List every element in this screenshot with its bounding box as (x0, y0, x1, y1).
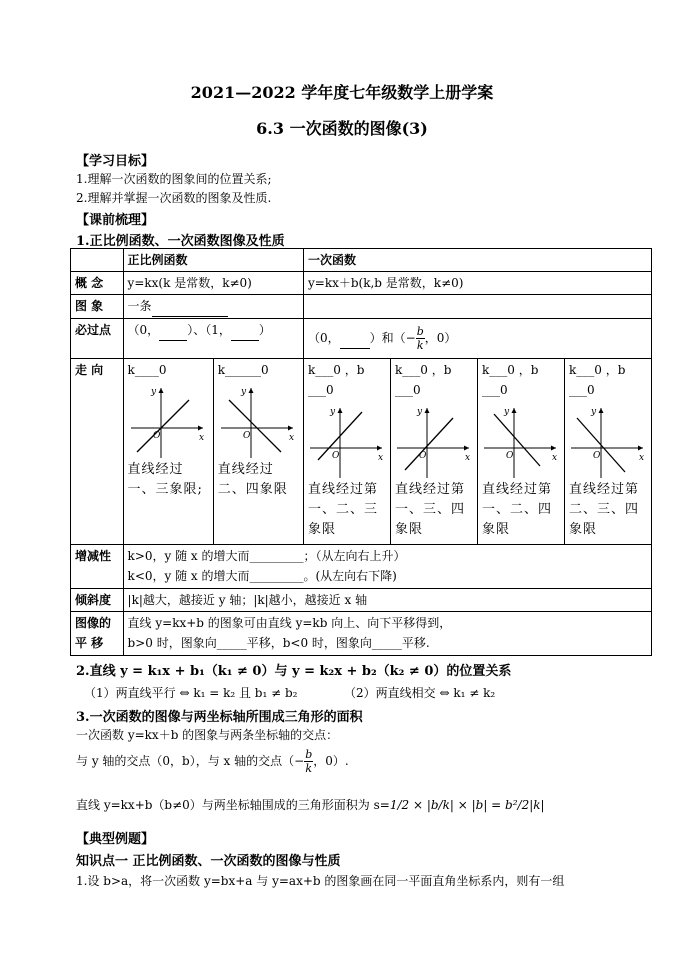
area-formula: 1/2 × |b/k| × |b| = b²/2|k| (389, 798, 545, 812)
direction-condition: k______0 (217, 363, 269, 377)
direction-condition: k___0 ，b ___0 (481, 363, 539, 397)
area-formula-line: 直线 y=kx+b（b≠0）与两坐标轴围成的三角形面积为 s=1/2 × |b/k| × |b| = b²/2|k| (76, 798, 545, 812)
point-text: ，0） (424, 331, 457, 345)
question-1: 1.设 b>a，将一次函数 y=bx+a 与 y=ax+b 的图象画在同一平面直角坐标系内，则有一组 (76, 874, 565, 888)
x-axis-label: x (638, 453, 645, 463)
x-axis-label: x (551, 453, 558, 463)
quadrant-description: 直线经过二、四象限 (217, 462, 288, 497)
translation-line: 直线 y=kx+b 的图象可由直线 y=kb 向上、向下平移得到， (127, 616, 452, 630)
monotonicity-line: k<0，y 随 x 的增大而_________。(从左向右下降) (127, 569, 397, 583)
fraction-b-over-k: $\frac{b}{k}$ (305, 748, 313, 775)
fraction-b-over-k: $\frac{b}{k}$ (416, 325, 424, 352)
graph-4 (395, 404, 473, 480)
graph-2 (218, 384, 299, 460)
point-text: ）、（1， (187, 323, 231, 337)
x-axis-label: x (377, 453, 384, 463)
direction-cell-1 (123, 359, 213, 545)
properties-table (70, 248, 652, 656)
direction-cell-4 (390, 359, 477, 545)
origin-label: O (331, 451, 340, 461)
origin-label: O (505, 451, 514, 461)
point-text: ） (258, 323, 271, 337)
graph-6 (569, 404, 647, 480)
goal-item: 1.理解一次函数的图象间的位置关系; (76, 172, 272, 186)
point-text: （0， (127, 323, 160, 337)
x-axis-label: x (289, 433, 295, 443)
coordinate-graph (482, 404, 560, 480)
direction-condition: k___0 ，b ___0 (307, 363, 365, 397)
direction-row (71, 359, 652, 545)
concept-linear: y=kx＋b(k,b 是常数，k≠0) (303, 272, 651, 295)
monotonicity-line: k>0，y 随 x 的增大而_________；（从左向右上升） (127, 549, 406, 563)
y-axis-arrow (598, 408, 603, 413)
header-proportional: 正比例函数 (123, 249, 303, 272)
graph-3 (308, 404, 386, 480)
y-axis-arrow (424, 408, 429, 413)
y-axis-arrow (337, 408, 342, 413)
y-axis-arrow (159, 388, 164, 393)
y-axis-arrow (511, 408, 516, 413)
y-axis-label: y (590, 407, 597, 417)
origin-label: O (592, 451, 601, 461)
monotonicity-cell (123, 545, 651, 589)
function-line (494, 414, 540, 466)
direction-cell-6 (564, 359, 651, 545)
origin-label: O (243, 431, 251, 441)
direction-cell-2 (213, 359, 303, 545)
direction-cell-3 (303, 359, 390, 545)
goal-item: 2.理解并掌握一次函数的图象及性质. (76, 191, 272, 205)
quadrant-description: 直线经过第一、二、四象限 (481, 482, 552, 537)
goals-heading: 【学习目标】 (76, 154, 155, 169)
y-axis-arrow (249, 388, 254, 393)
examples-heading: 【典型例题】 (76, 832, 155, 847)
section-3-heading: 3.一次函数的图像与两坐标轴所围成三角形的面积 (76, 710, 363, 725)
review-heading: 【课前梳理】 (76, 213, 155, 228)
header-empty (71, 249, 124, 272)
coordinate-graph (308, 404, 386, 480)
quadrant-description: 直线经过第二、三、四象限 (568, 482, 639, 537)
graph-prefix: 一条 (127, 299, 152, 313)
row-label-slope: 倾斜度 (71, 589, 124, 612)
direction-condition: k____0 (127, 363, 167, 377)
function-line (405, 418, 453, 470)
concept-proportional: y=kx(k 是常数，k≠0) (123, 272, 303, 295)
coordinate-graph (219, 384, 297, 460)
coordinate-graph (129, 384, 207, 460)
header-linear: 一次函数 (303, 249, 651, 272)
coordinate-graph (569, 404, 647, 480)
x-axis-arrow (464, 446, 469, 451)
intercept-intro: 一次函数 y=kx＋b 的图象与两条坐标轴的交点： (76, 728, 339, 742)
y-axis-label: y (151, 387, 157, 397)
intercept-points: 与 y 轴的交点（0，b），与 x 轴的交点（− $\frac{b}{k}$ ，0）. (76, 748, 349, 775)
y-axis-label: y (329, 407, 336, 417)
row-label-graph: 图 象 (71, 295, 124, 319)
x-axis-label: x (464, 453, 471, 463)
translation-cell (123, 612, 651, 656)
page-title: 2021—2022 学年度七年级数学上册学案 (190, 83, 494, 102)
graph-linear (303, 295, 651, 319)
graph-1 (128, 384, 209, 460)
point-text: ）和（− (369, 331, 416, 345)
graph-proportional (123, 295, 303, 319)
section-1-heading: 1.正比例函数、一次函数图像及性质 (76, 234, 285, 249)
x-axis-arrow (377, 446, 382, 451)
origin-label: O (153, 431, 161, 441)
direction-condition: k___0 ，b ___0 (394, 363, 452, 397)
translation-line: b>0 时，图象向_____平移，b<0 时，图象向_____平移. (127, 636, 430, 650)
quadrant-description: 直线经过第一、二、三象限 (307, 482, 378, 537)
direction-condition: k___0 ，b ___0 (568, 363, 626, 397)
x-axis-arrow (551, 446, 556, 451)
y-axis-label: y (503, 407, 510, 417)
fixed-point-proportional (123, 319, 303, 359)
row-label-translation: 图像的 平 移 (71, 612, 124, 656)
y-axis-label: y (241, 387, 247, 397)
slope-cell: |k|越大，越接近 y 轴；|k|越小，越接近 x 轴 (123, 589, 651, 612)
function-line (229, 400, 281, 452)
relation-intersect: （2）两直线相交 ⇔ k₁ ≠ k₂ (344, 686, 496, 700)
quadrant-description: 直线经过第一、三、四象限 (394, 482, 465, 537)
knowledge-point-1: 知识点一 正比例函数、一次函数的图像与性质 (76, 854, 341, 869)
origin-label: O (418, 451, 427, 461)
relation-parallel: （1）两直线平行 ⇔ k₁ = k₂ 且 b₁ ≠ b₂ (84, 686, 298, 700)
graph-5 (482, 404, 560, 480)
lesson-title: 6.3 一次函数的图像(3) (256, 119, 428, 138)
x-axis-arrow (638, 446, 643, 451)
direction-cell-5 (477, 359, 564, 545)
point-text: （0， (307, 331, 340, 345)
row-label-direction: 走 向 (71, 359, 124, 545)
coordinate-graph (395, 404, 473, 480)
quadrant-description: 直线经过一、三象限; (127, 462, 203, 497)
function-line (137, 400, 189, 452)
row-label-concept: 概 念 (71, 272, 124, 295)
y-axis-label: y (416, 407, 423, 417)
section-2-heading: 2.直线 y = k₁x + b₁（k₁ ≠ 0）与 y = k₂x + b₂（k₂ ≠ 0）的位置关系 (76, 664, 512, 679)
row-label-fixed-point: 必过点 (71, 319, 124, 359)
x-axis-arrow (198, 426, 203, 431)
fixed-point-linear (303, 319, 651, 359)
x-axis-arrow (288, 426, 293, 431)
x-axis-label: x (199, 433, 205, 443)
row-label-monotonicity: 增减性 (71, 545, 124, 589)
